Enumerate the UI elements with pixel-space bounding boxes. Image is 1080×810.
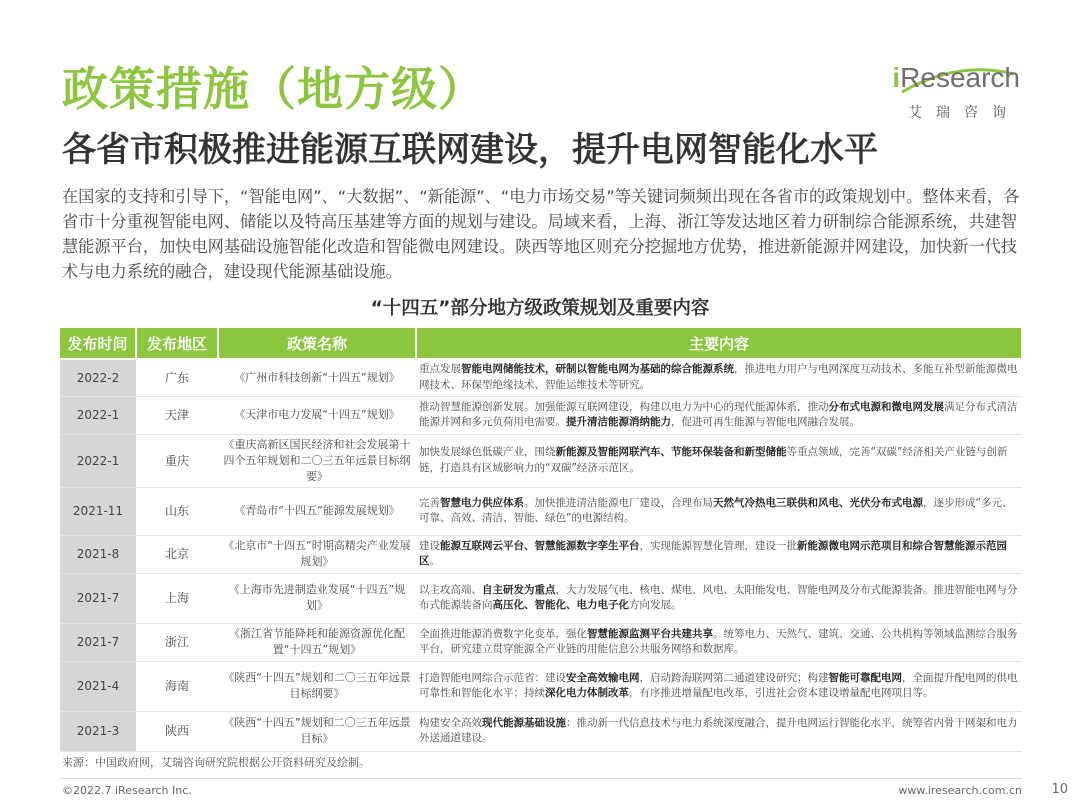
cell-region: 重庆 [136,434,218,487]
table-row [60,661,1022,711]
cell-region: 北京 [136,535,218,573]
cell-content [416,623,1022,661]
cell-policy-name: 《陕西“十四五”规划和二〇三五年远景目标纲要》 [218,661,416,711]
cell-policy-name: 《重庆高新区国民经济和社会发展第十四个五年规划和二〇三五年远景目标纲要》 [218,434,416,487]
cell-region: 浙江 [136,623,218,661]
cell-policy-name: 《天津市电力发展“十四五”规划》 [218,396,416,434]
content-text: 加快发展绿色低碳产业，围绕 [419,446,556,458]
cell-region: 广东 [136,359,218,396]
content-highlight: 自主研发为重点 [482,583,556,596]
intro-paragraph: 在国家的支持和引导下，“智能电网”、“大数据”、“新能源”、“电力市场交易”等关键词频频出现在各省市的政策规划中。整体来看，各省市十分重视智能电网、储能以及特高压基建等方面的规划与建设。局域来看，上海、浙江等发达地区着力研制综合能源系统，共建智慧能源平台，加快电网基础设施智能化改造和智能微电网建设。陕西等地区则充分挖掘地方优势，推进新能源并网建设，加快新一代技术与电力系统的融合，建设现代能源基础设施。 [62,187,1020,281]
cell-time: 2021-11 [60,487,136,535]
cell-time: 2022-2 [60,359,136,396]
header-policy-name: 政策名称 [218,328,416,359]
content-text: ，启动跨海联网第二通道建设研究；构建 [639,671,829,684]
content-text: 完善 [419,496,440,509]
cell-policy-name: 《上海市先进制造业发展“十四五”规划》 [218,573,416,623]
content-highlight: 智能可靠配电网 [828,671,902,684]
content-text: 等重点领域，完善“双碳”经济相关产业链与创新链，打造具有区域影响力的“双碳”经济示范区。 [419,446,1008,474]
content-highlight: 智慧电力供应体系 [440,496,524,509]
content-text: 推动智慧能源创新发展。加强能源互联网建设，构建以电力为中心的现代能源体系，推动 [419,400,829,413]
cell-policy-name: 《浙江省节能降耗和能源资源优化配置“十四五”规划》 [218,623,416,661]
cell-content [416,359,1022,396]
cell-policy-name: 《北京市“十四五”时期高精尖产业发展规划》 [218,535,416,573]
cell-time: 2021-8 [60,535,136,573]
content-text: ，实现能源智慧化管理，建设一批 [639,539,797,552]
iresearch-logo [870,62,1020,122]
content-highlight: 新能源微电网示范项目和综合智慧能源示范园区 [419,539,1007,567]
content-highlight: 智能电网储能技术，研制以智能电网为基础的综合能源系统 [461,363,734,376]
cell-content [416,434,1022,487]
content-highlight: 新能源及智能网联汽车、节能环保装备和新型储能 [555,446,787,458]
content-highlight: 现代能源基础设施 [482,716,566,729]
content-highlight: 安全高效输电网 [566,671,640,684]
content-text: ，促进可再生能源与智能电网融合发展。 [671,416,860,428]
content-highlight: 分布式电源和微电网发展 [828,400,944,413]
cell-content [416,573,1022,623]
cell-time: 2022-1 [60,434,136,487]
cell-content [416,711,1022,751]
content-text: ，大力发展气电、核电、煤电、风电、太阳能发电、智能电网及分布式能源装备。推进智能电网与分布式能源装备向 [419,583,1018,611]
content-text: 打造智能电网综合示范省：建设 [419,671,566,684]
source-note: 来源：中国政府网，艾瑞咨询研究院根据公开资料研究及绘制。 [62,756,370,769]
content-highlight: 提升清洁能源消纳能力 [566,416,671,428]
header-region: 发布地区 [136,328,218,359]
cell-content [416,487,1022,535]
table-row [60,359,1022,396]
cell-policy-name: 《青岛市“十四五”能源发展规划》 [218,487,416,535]
cell-policy-name: 《陕西“十四五”规划和二〇三五年远景目标》 [218,711,416,751]
cell-time: 2021-7 [60,623,136,661]
cell-content [416,535,1022,573]
cell-time: 2022-1 [60,396,136,434]
cell-region: 山东 [136,487,218,535]
cell-region: 上海 [136,573,218,623]
cell-region: 海南 [136,661,218,711]
content-highlight: 高压化、智能化、电力电子化 [492,599,629,611]
content-text: ：推动新一代信息技术与电力系统深度融合，提升电网运行智能化水平，统筹省内骨干网架和电力外送通道建设。 [419,716,1018,744]
cell-content [416,396,1022,434]
page-title: 政策措施（地方级） [62,62,485,116]
content-text: 构建安全高效 [419,716,482,729]
footer-divider [60,778,1022,779]
cell-time: 2021-7 [60,573,136,623]
table-row [60,573,1022,623]
logo-wordmark: iResearch [892,62,1020,93]
table-row [60,396,1022,434]
header-time: 发布时间 [60,328,136,359]
cell-region: 天津 [136,396,218,434]
content-highlight: 智慧能源监测平台共建共享 [587,627,713,640]
content-text: 重点发展 [419,363,461,376]
cell-region: 陕西 [136,711,218,751]
table-row [60,623,1022,661]
header-content: 主要内容 [416,328,1022,359]
content-text: 。统筹电力、天然气、建筑、交通、公共机构等领域监测综合服务平台，研究建立贯穿能源全产业链的用能信息公共服务网络和数据库。 [419,627,1018,655]
content-text: 。 [429,555,440,567]
content-text: ，推进电力用户与电网深度互动技术、多能互补型新能源微电网技术、环保型绝缘技术、智能运维技术等研究。 [419,363,1018,391]
policy-table [60,328,1023,752]
content-text: 全面推进能源消费数字化变革，强化 [419,627,587,640]
content-highlight: 深化电力体制改革 [545,687,629,699]
table-title: “十四五”部分地方级政策规划及重要内容 [370,298,710,319]
table-body [60,359,1022,751]
content-text: ，全面提升配电网的供电可靠性和智能化水平；持续 [419,671,1018,699]
content-highlight: 能源互联网云平台、智慧能源数字孪生平台 [440,539,640,552]
content-text: ，有序推进增量配电改革，引进社会资本建设增量配电网项目等。 [629,687,934,699]
cell-policy-name: 《广州市科技创新“十四五”规划》 [218,359,416,396]
cell-time: 2021-3 [60,711,136,751]
content-text: 满足分布式清洁能源并网和多元负荷用电需要。 [419,400,1018,428]
table-row [60,434,1022,487]
cell-time: 2021-4 [60,661,136,711]
content-text: ，逐步形成“多元、可靠、高效、清洁、智能、绿色”的电源结构。 [419,496,1013,524]
content-text: 方向发展。 [629,599,682,611]
table-row [60,487,1022,535]
page-number: 10 [1051,782,1068,797]
content-text: 建设 [419,539,440,552]
table-row [60,535,1022,573]
logo-cn-text: 艾瑞咨询 [908,105,1020,121]
content-text: 以主攻高端、 [419,583,482,596]
content-highlight: 天然气冷热电三联供和风电、光伏分布式电源 [713,496,923,509]
page-subtitle: 各省市积极推进能源互联网建设，提升电网智能化水平 [62,130,878,170]
cell-content [416,661,1022,711]
copyright: ©2022.7 iResearch Inc. [62,784,192,797]
table-row [60,711,1022,751]
content-text: 。加快推进清洁能源电厂建设，合理布局 [524,496,713,509]
website-link[interactable]: www.iresearch.com.cn [898,784,1022,797]
table-header-row [60,328,1022,359]
